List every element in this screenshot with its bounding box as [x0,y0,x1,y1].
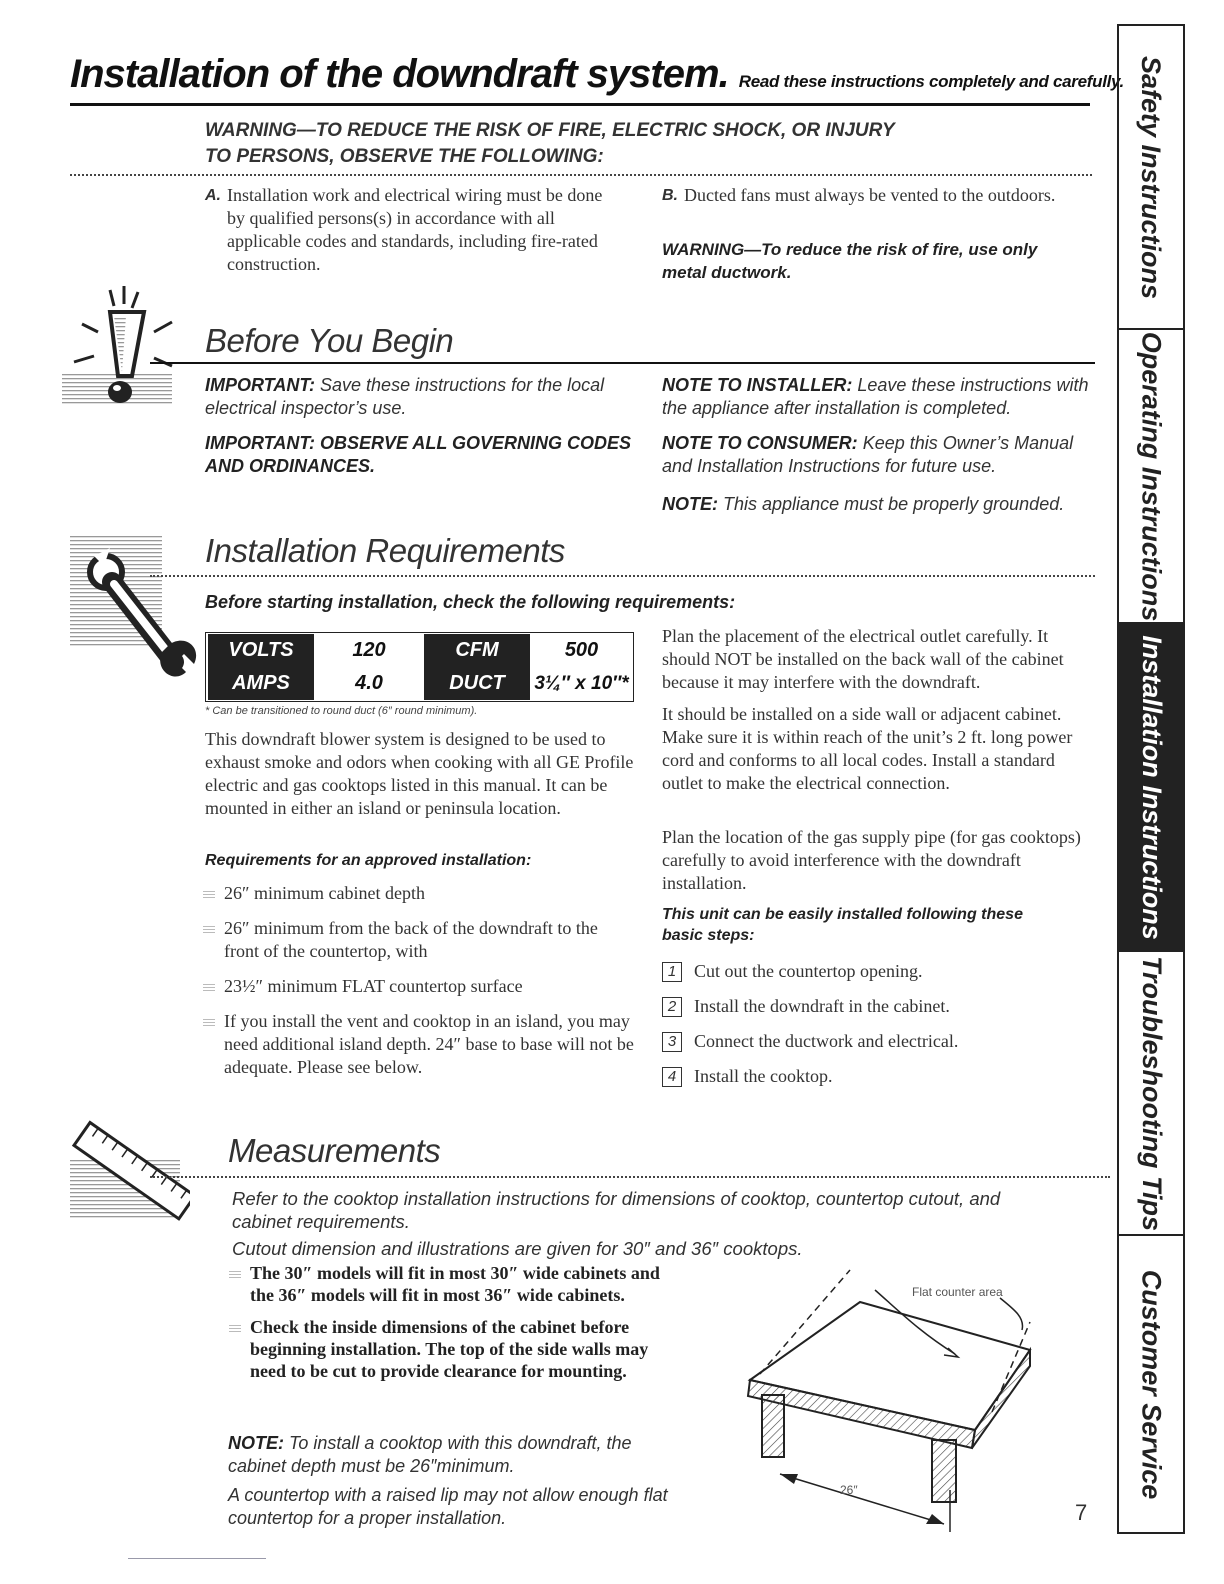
important-save-text: Save these instructions for the local electrical inspector’s use. [205,375,605,418]
page-subtitle: Read these instructions completely and carefully. [738,72,1124,91]
note-to-installer [662,374,1092,420]
list-item: 26″ minimum from the back of the downdraft to the front of the countertop, with [200,917,635,963]
important-save-note [205,374,635,420]
tab-troubleshooting-tips[interactable] [1119,952,1183,1234]
note-to-consumer-text: Keep this Owner’s Manual and Installation Instructions for future use. [662,433,1074,476]
amps-value: 4.0 [316,667,422,700]
caution-exclamation-icon [62,282,182,412]
tab-label: Safety Instructions [1136,55,1167,299]
step-text: Install the downdraft in the cabinet. [694,996,950,1016]
measurements-rule [150,1176,1110,1178]
footer-line [128,1558,266,1559]
gas-supply-para: Plan the location of the gas supply pipe (for gas cooktops) carefully to avoid interference with the downdraft installation. [662,827,1081,893]
tab-label: Customer Service [1136,1269,1167,1499]
check-requirements-heading: Before starting installation, check the following requirements: [205,592,736,612]
depth-dimension-label: 26″ [840,1483,858,1497]
approved-installation-heading: Requirements for an approved installation: [205,852,532,869]
tab-installation-instructions[interactable] [1119,622,1183,952]
tab-label: Installation Instructions [1136,634,1167,940]
step-number: 4 [662,1067,682,1087]
tab-label: Operating Instructions [1136,331,1167,621]
tab-label: Troubleshooting Tips [1136,955,1167,1231]
warning-item-b-text: Ducted fans must always be vented to the outdoors. [684,185,1056,205]
warning-item-a [205,184,610,276]
section-tabs [1117,24,1185,1534]
step-item [662,1065,1092,1088]
step-text: Cut out the countertop opening. [694,961,923,981]
step-item [662,1030,1092,1053]
basic-steps-heading: This unit can be easily installed following these basic steps: [662,906,1023,944]
outlet-location-para: It should be installed on a side wall or adjacent cabinet. Make sure it is within reach of the unit’s 2 ft. long power cord and conforms to all local codes. Install a standard outlet to make the electrical connection. [662,704,1073,793]
metal-ductwork-warning: WARNING—To reduce the risk of fire, use only metal ductwork. [662,240,1038,282]
important-label: IMPORTANT: [205,375,315,395]
installation-requirements-rule [150,575,1095,577]
downdraft-intro: This downdraft blower system is designed to be used to exhaust smoke and odors when cooking with all GE Profile electric and gas cooktops listed in this manual. It can be mounted in either an island or peninsula location. [205,729,634,818]
before-you-begin-title: Before You Begin [205,322,454,359]
installation-requirements-title: Installation Requirements [205,532,565,569]
wrench-icon [70,536,200,686]
important-codes-note: IMPORTANT: OBSERVE ALL GOVERNING CODES AND ORDINANCES. [205,433,632,476]
header-rule [70,103,1090,106]
note-grounded-text: This appliance must be properly grounded. [723,494,1065,514]
cfm-label: CFM [424,634,530,667]
steps-list [662,960,1092,1100]
duct-footnote: * Can be transitioned to round duct (6″ round minimum). [205,705,478,717]
list-item: If you install the vent and cooktop in an island, you may need additional island depth. 24″ base to base will not be adequate. Please see below. [200,1010,635,1079]
cutout-dimension-note: Cutout dimension and illustrations are given for 30″ and 36″ cooktops. [232,1238,803,1259]
step-number: 2 [662,997,682,1017]
tab-safety-instructions[interactable] [1119,26,1183,328]
note-to-consumer [662,432,1092,478]
page-title [70,52,1124,97]
warning-item-a-text: Installation work and electrical wiring must be done by qualified persons(s) in accordance with all applicable codes and standards, including fire-rated construction. [227,185,603,274]
warning-heading-line1: WARNING—TO REDUCE THE RISK OF FIRE, ELECTRIC SHOCK, OR INJURY [205,120,895,141]
note-to-installer-text: Leave these instructions with the appliance after installation is completed. [662,375,1089,418]
warning-heading [205,118,1085,170]
warning-item-b [662,184,1082,207]
ruler-icon [70,1120,190,1230]
step-item [662,995,1092,1018]
cabinet-depth-note [228,1432,648,1478]
tab-customer-service[interactable] [1119,1236,1183,1532]
countertop-diagram [700,1262,1060,1532]
page-number: 7 [1075,1500,1088,1525]
warning-item-a-label: A. [205,187,221,204]
note-grounded-label: NOTE: [662,494,718,514]
duct-value: 3¼″ x 10″* [532,667,631,700]
requirements-list [200,882,635,1079]
list-item: 26″ minimum cabinet depth [200,882,635,905]
warning-item-b-label: B. [662,187,678,204]
flat-counter-area-label: Flat counter area [912,1285,1003,1299]
volts-label: VOLTS [208,634,314,667]
measurement-bullets [226,1262,666,1382]
list-item: Check the inside dimensions of the cabinet before beginning installation. The top of the side walls may need to be cut to provide clearance for mounting. [226,1316,666,1382]
spec-table [205,632,634,702]
measurements-title: Measurements [228,1132,441,1169]
step-text: Install the cooktop. [694,1066,833,1086]
volts-value: 120 [316,634,422,667]
warning-heading-line2: TO PERSONS, OBSERVE THE FOLLOWING: [205,146,604,167]
note-to-installer-label: NOTE TO INSTALLER: [662,375,853,395]
cabinet-depth-note-label: NOTE: [228,1433,284,1453]
warning-divider [70,174,1092,176]
amps-label: AMPS [208,667,314,700]
measurements-reference: Refer to the cooktop installation instructions for dimensions of cooktop, countertop cutout, and cabinet requirements. [232,1188,1001,1232]
note-grounded [662,493,1092,516]
list-item: 23½″ minimum FLAT countertop surface [200,975,635,998]
cfm-value: 500 [532,634,631,667]
page-title-text: Installation of the downdraft system. [70,52,729,96]
step-number: 3 [662,1032,682,1052]
tab-operating-instructions[interactable] [1119,330,1183,622]
step-number: 1 [662,962,682,982]
list-item: The 30″ models will fit in most 30″ wide cabinets and the 36″ models will fit in most 36″ wide cabinets. [226,1262,666,1306]
outlet-placement-para: Plan the placement of the electrical outlet carefully. It should NOT be installed on the back wall of the cabinet because it may interfere with the downdraft. [662,626,1064,692]
raised-lip-note: A countertop with a raised lip may not allow enough flat countertop for a proper installation. [228,1485,668,1528]
step-text: Connect the ductwork and electrical. [694,1031,959,1051]
step-item [662,960,1092,983]
note-to-consumer-label: NOTE TO CONSUMER: [662,433,858,453]
duct-label: DUCT [424,667,530,700]
before-you-begin-rule [150,362,1095,364]
cabinet-depth-note-text: To install a cooktop with this downdraft, the cabinet depth must be 26″minimum. [228,1433,632,1476]
